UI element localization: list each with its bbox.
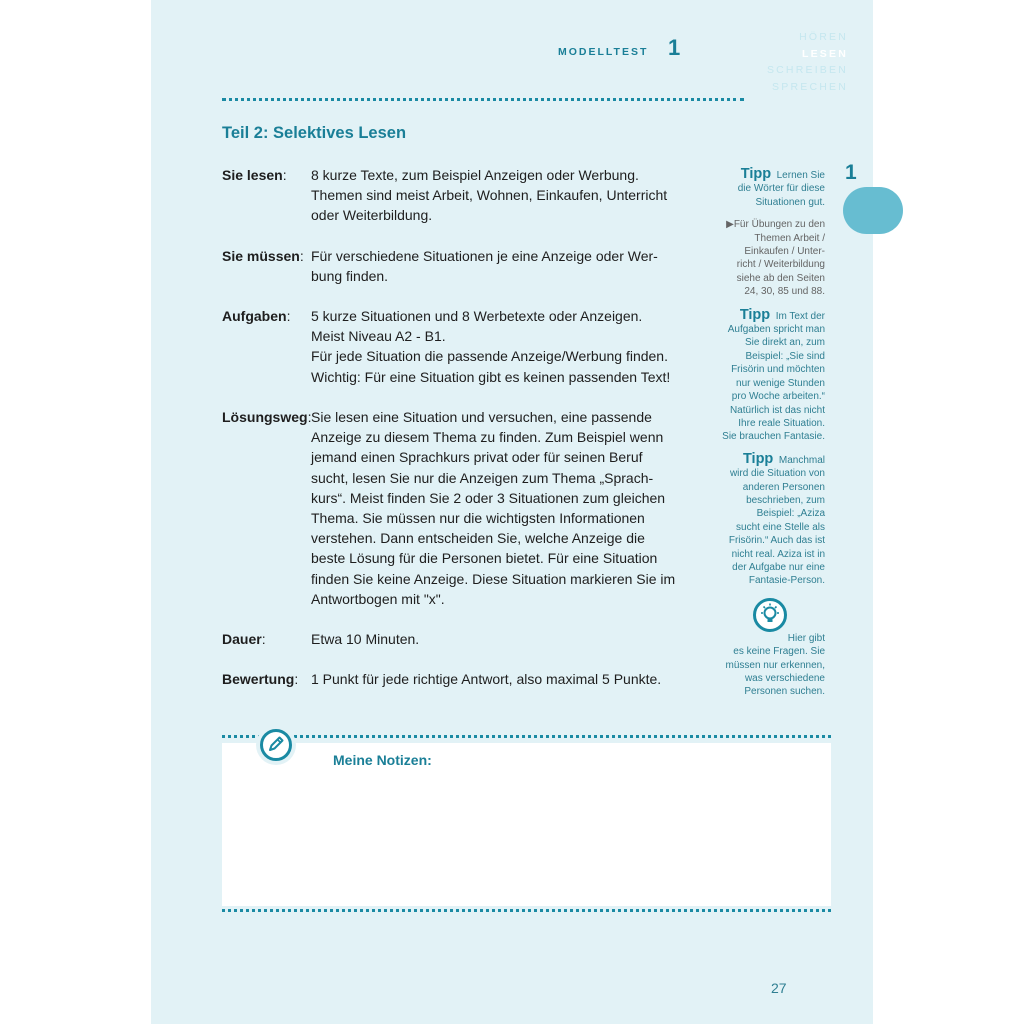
notes-title: Meine Notizen: xyxy=(333,752,432,768)
tip-heading: Tipp xyxy=(739,306,771,323)
tip-hint: Hier gibt es keine Fragen. Sie müssen nur erkennen, was verschiedene Personen suchen. xyxy=(700,598,825,699)
row-definition: Etwa 10 Minuten. xyxy=(311,631,420,647)
tip-reference: ▶Für Übungen zu den Themen Arbeit / Einkaufen / Unter- richt / Weiterbildung siehe ab den Seiten 24, 30, 85 und 88. xyxy=(726,219,825,298)
row-term: Sie lesen xyxy=(222,167,283,183)
row-term: Bewertung xyxy=(222,671,295,687)
tip-box: Tipp Manchmal wird die Situation von anderen Personen beschrieben, zum Beispiel: „Aziza sucht eine Stelle als Frisörin.“ Auch das ist nicht real. Aziza ist in der Aufgabe nur eine Fantasie-Person. xyxy=(728,450,825,587)
header-label: MODELLTEST xyxy=(558,46,649,58)
row-term: Lösungsweg xyxy=(222,409,308,425)
tips-sidebar xyxy=(700,168,825,708)
tip-box: Tipp Im Text der Aufgaben spricht man Sie direkt an, zum Beispiel: „Sie sind Frisörin und möchten nur wenige Stunden pro Woche arbeiten.“ Natürlich ist das nicht Ihre reale Situation. Sie brauchen Fantasie. xyxy=(722,306,825,443)
header-divider xyxy=(222,98,744,101)
arrow-icon: ▶ xyxy=(726,219,734,231)
nav-item-sprechen[interactable]: SPRECHEN xyxy=(772,80,848,93)
nav-item-schreiben[interactable]: SCHREIBEN xyxy=(766,64,848,76)
page-number: 27 xyxy=(771,980,787,996)
row-definition: Sie lesen eine Situation und versuchen, eine passende Anzeige zu diesem Thema zu finden. Zum Beispiel wenn jemand einen Sprachkurs privat oder für seinen Beruf sucht, lesen Sie nur die Anzeigen zum Thema „Sprach- kurs“. Meist finden Sie 2 oder 3 Situationen zum gleichen Thema. Sie müssen nur die wichtigsten Informationen verstehen. Dann entscheiden Sie, welche Anzeige die beste Lösung für die Personen bietet. Für eine Situation finden Sie keine Anzeige. Diese Situation markieren Sie im Antwortbogen mit "x". xyxy=(311,409,676,607)
notes-area[interactable] xyxy=(222,743,831,906)
notes-top-divider xyxy=(222,735,831,738)
row-term: Dauer xyxy=(222,631,262,647)
tip-heading: Tipp xyxy=(742,450,774,467)
tip-heading: Tipp xyxy=(740,166,772,182)
row-term: Aufgaben xyxy=(222,308,287,324)
notes-bottom-divider xyxy=(222,909,831,912)
row-definition: 8 kurze Texte, zum Beispiel Anzeigen oder Werbung. Themen sind meist Arbeit, Wohnen, Einkaufen, Unterricht oder Weiterbildung. xyxy=(311,167,668,224)
row-definition: Für verschiedene Situationen je eine Anzeige oder Wer- bung finden. xyxy=(311,248,658,285)
lightbulb-icon xyxy=(753,598,787,632)
side-tab[interactable] xyxy=(843,187,903,234)
side-tab-number: 1 xyxy=(845,161,857,184)
nav-item-hoeren[interactable]: HÖREN xyxy=(799,31,848,43)
row-term: Sie müssen xyxy=(222,248,300,264)
tip-box: Tipp Lernen Sie die Wörter für diese Situationen gut. xyxy=(737,166,825,208)
nav-item-lesen[interactable]: LESEN xyxy=(801,47,848,60)
row-definition: 5 kurze Situationen und 8 Werbetexte oder Anzeigen. Meist Niveau A2 - B1. Für jede Situation die passende Anzeige/Werbung finden. Wichtig: Für eine Situation gibt es keinen passenden Text! xyxy=(311,308,671,385)
section-nav xyxy=(767,29,848,95)
row-definition: 1 Punkt für jede richtige Antwort, also maximal 5 Punkte. xyxy=(311,671,662,687)
pencil-icon xyxy=(260,729,292,761)
header-number: 1 xyxy=(668,35,681,60)
section-title: Teil 2: Selektives Lesen xyxy=(222,124,407,142)
